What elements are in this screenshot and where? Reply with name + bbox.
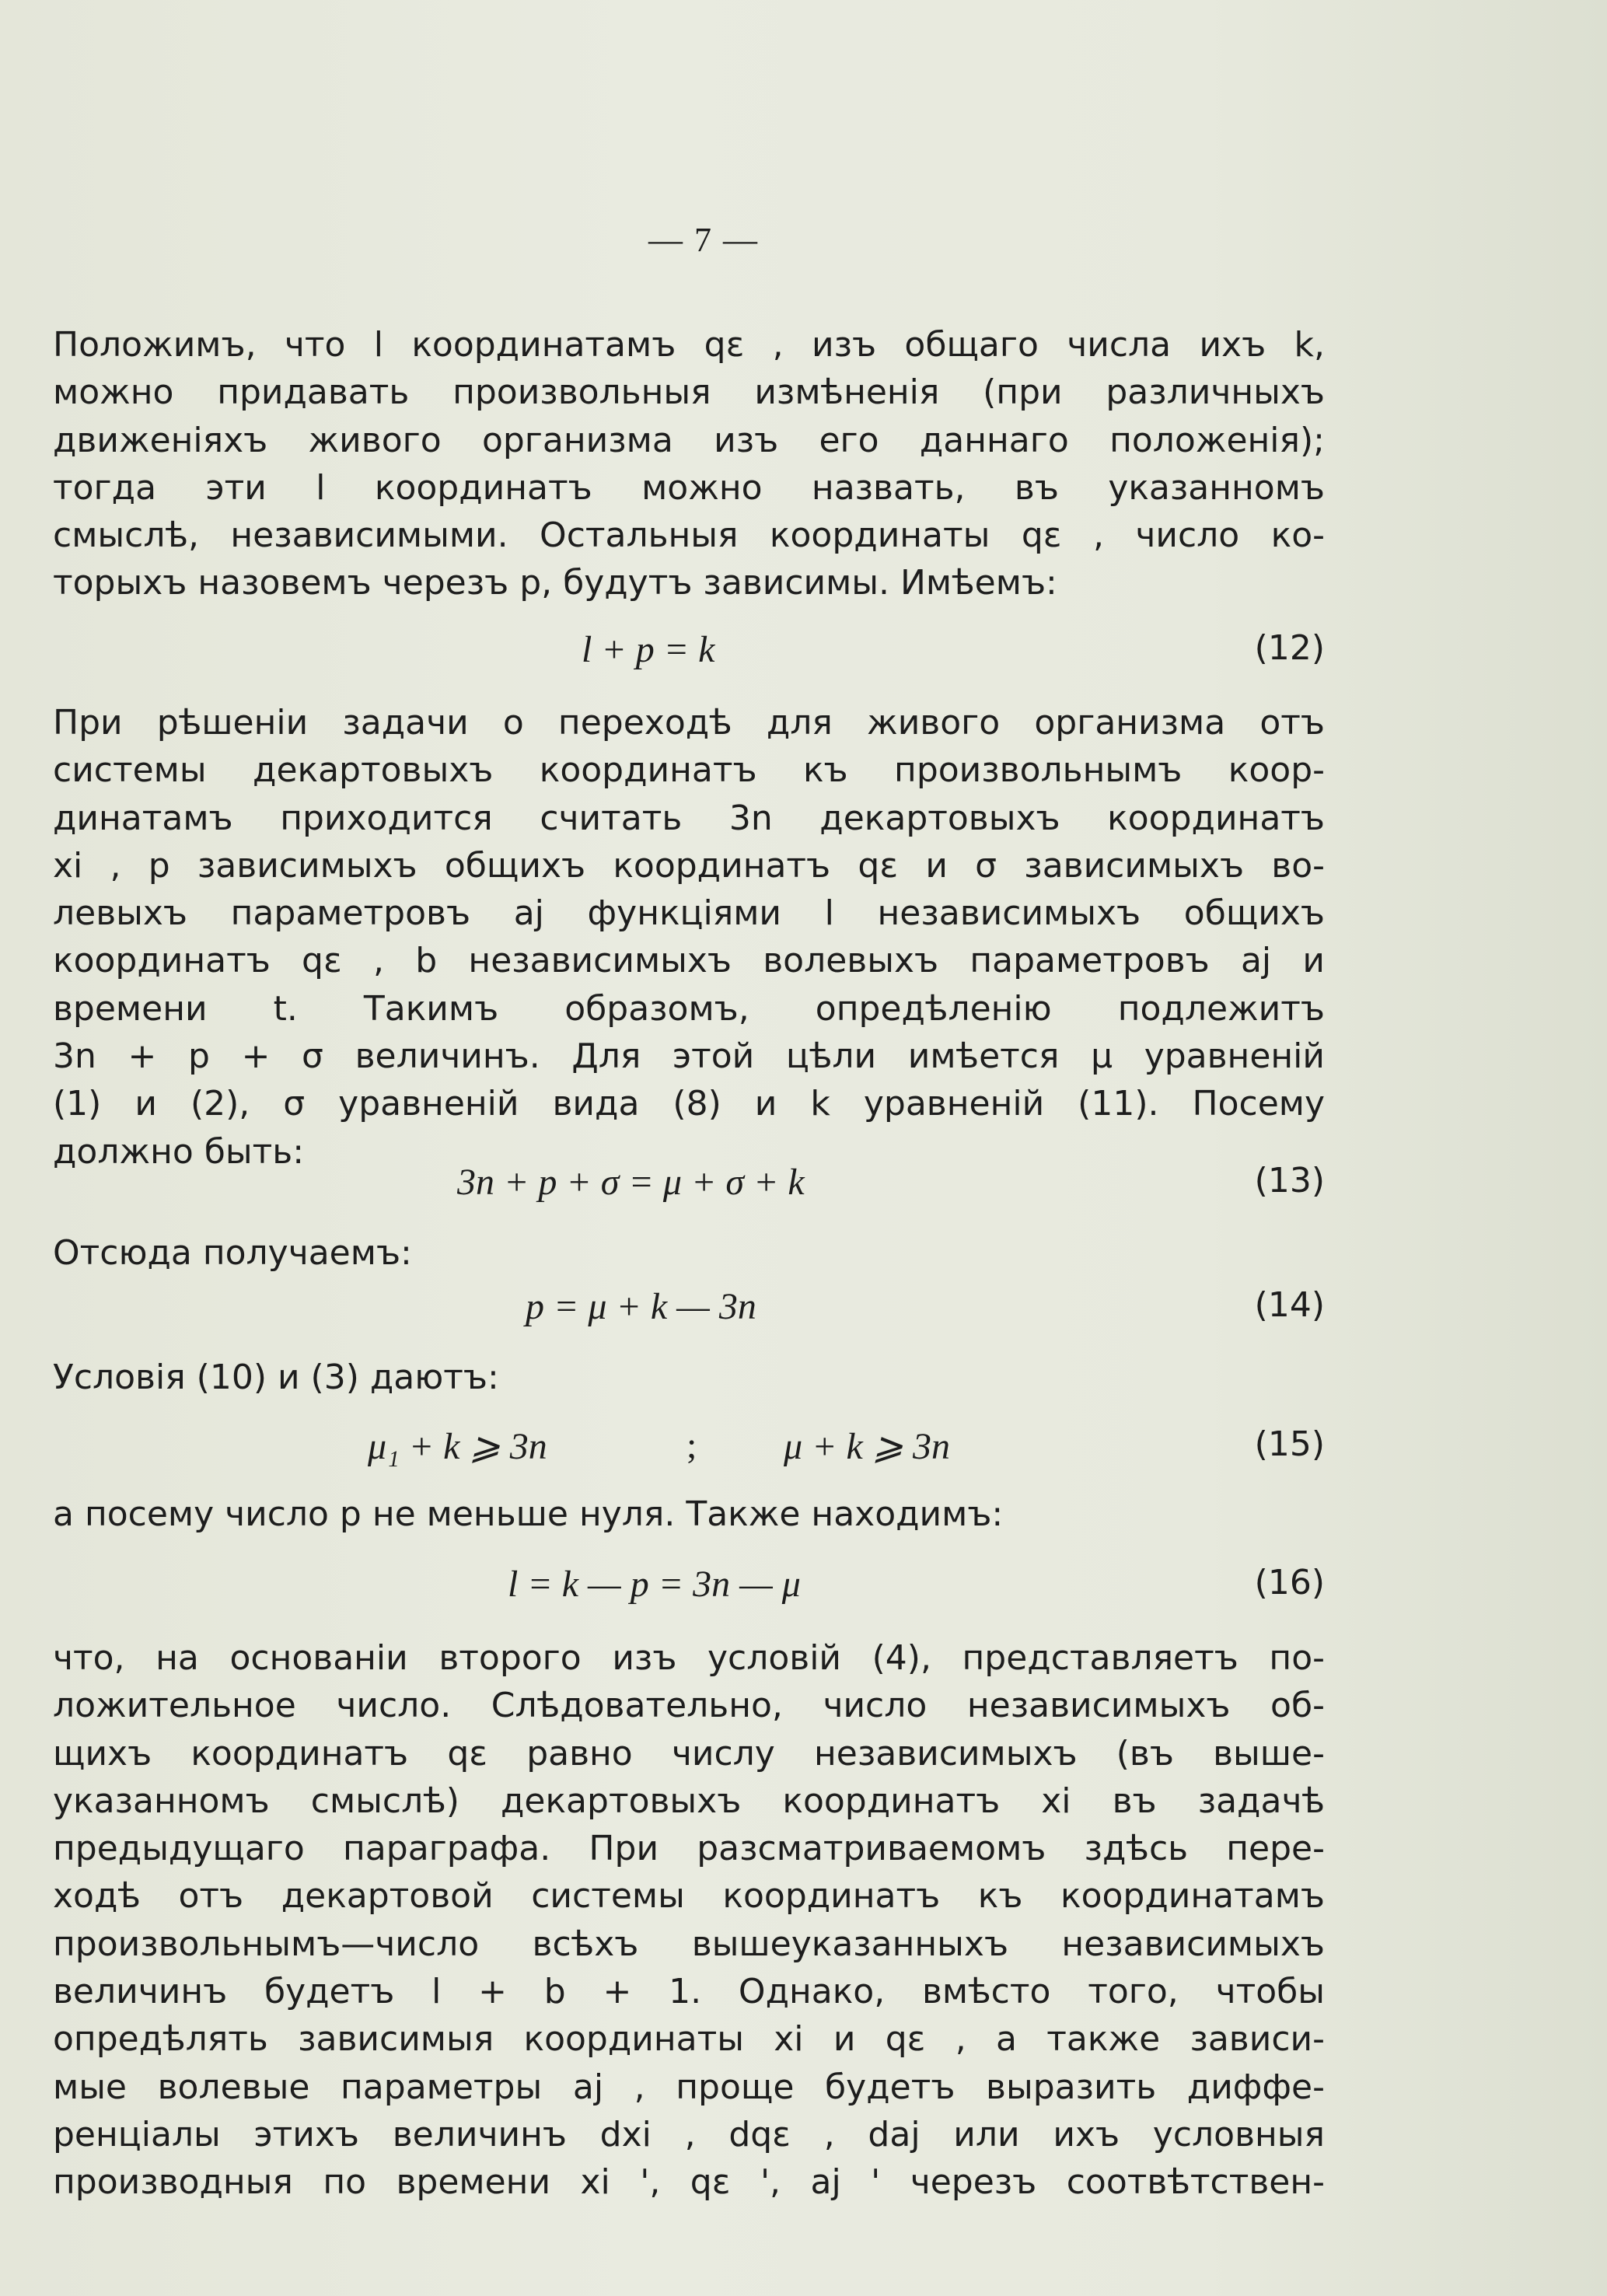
equation-number: (14) xyxy=(1254,1285,1325,1325)
text-line: произвольнымъ—число всѣхъ вышеуказанныхъ независимыхъ xyxy=(53,1924,1325,1964)
equation-number: (12) xyxy=(1254,628,1325,668)
text-line: движеніяхъ живого организма изъ его даннаго положенія); xyxy=(53,420,1325,460)
text-line: Условія (10) и (3) даютъ: xyxy=(53,1358,499,1397)
text-line: ложительное число. Слѣдовательно, число независимыхъ об- xyxy=(53,1686,1325,1726)
text-line: Положимъ, что l координатамъ qε , изъ общаго числа ихъ k, xyxy=(53,325,1325,365)
equation-number: (16) xyxy=(1254,1563,1325,1602)
text-line: xi , p зависимыхъ общихъ координатъ qε и σ зависимыхъ во- xyxy=(53,845,1325,886)
text-line: Отсюда получаемъ: xyxy=(53,1233,412,1273)
text-line: щихъ координатъ qε равно числу независимыхъ (въ выше- xyxy=(53,1733,1325,1774)
paragraph-1 xyxy=(53,321,1325,607)
text-line: координатъ qε , b независимыхъ волевыхъ параметровъ aj и xyxy=(53,941,1325,981)
text-line: ренціалы этихъ величинъ dxi , dqε , daj или ихъ условныя xyxy=(53,2114,1325,2154)
equation-formula: p = μ + k — 3n xyxy=(526,1286,756,1327)
text-line: мые волевые параметры aj , проще будетъ выразить диффе- xyxy=(53,2067,1325,2107)
text-line: предыдущаго параграфа. При разсматриваемомъ здѣсь пере- xyxy=(53,1829,1325,1869)
text-line: опредѣлять зависимыя координаты xi и qε , а также зависи- xyxy=(53,2019,1325,2060)
text-line: смыслѣ, независимыми. Остальныя координаты qε , число ко- xyxy=(53,515,1325,556)
text-line: указанномъ смыслѣ) декартовыхъ координатъ xi въ задачѣ xyxy=(53,1781,1325,1821)
equation-15 xyxy=(53,1424,1325,1471)
text-line: производныя по времени xi ', qε ', aj ' черезъ соотвѣтствен- xyxy=(53,2162,1325,2203)
paragraph-2 xyxy=(53,699,1325,1176)
text-line: системы декартовыхъ координатъ къ произвольнымъ коор- xyxy=(53,750,1325,791)
equation-formula-right: μ + k ⩾ 3n xyxy=(784,1426,951,1467)
text-line: торыхъ назовемъ черезъ p, будутъ зависимы. Имѣемъ: xyxy=(53,563,1057,603)
text-line: ходѣ отъ декартовой системы координатъ къ координатамъ xyxy=(53,1876,1325,1917)
equation-formula: l = k — p = 3n — μ xyxy=(508,1564,801,1605)
equation-12 xyxy=(53,628,1325,675)
text-line: (1) и (2), σ уравненій вида (8) и k уравненій (11). Посему xyxy=(53,1084,1325,1124)
text-line: тогда эти l координатъ можно назвать, въ указанномъ xyxy=(53,467,1325,508)
text-line: динатамъ приходится считать 3n декартовыхъ координатъ xyxy=(53,798,1325,838)
text-line: а посему число p не меньше нуля. Также находимъ: xyxy=(53,1494,1004,1534)
text-line: величинъ будетъ l + b + 1. Однако, вмѣсто того, чтобы xyxy=(53,1972,1325,2012)
equation-14 xyxy=(53,1285,1325,1332)
equation-formula: 3n + p + σ = μ + σ + k xyxy=(457,1162,805,1203)
equation-formula-left: μ₁ + k ⩾ 3n xyxy=(368,1426,547,1467)
equation-formula: l + p = k xyxy=(582,629,715,670)
equation-number: (15) xyxy=(1254,1424,1325,1464)
text-line: времени t. Такимъ образомъ, опредѣленію подлежитъ xyxy=(53,988,1325,1029)
paragraph-3 xyxy=(53,1634,1325,2207)
equation-16 xyxy=(53,1563,1325,1609)
text-line: 3n + p + σ величинъ. Для этой цѣли имѣется μ уравненій xyxy=(53,1036,1325,1077)
text-line: должно быть: xyxy=(53,1131,305,1172)
text-line: можно придавать произвольныя измѣненія (при различныхъ xyxy=(53,372,1325,413)
text-line: левыхъ параметровъ aj функціями l независимыхъ общихъ xyxy=(53,893,1325,934)
text-line: При рѣшеніи задачи о переходѣ для живого организма отъ xyxy=(53,703,1325,743)
equation-number: (13) xyxy=(1254,1161,1325,1200)
equation-13 xyxy=(53,1161,1325,1207)
page-number: — 7 — xyxy=(648,221,759,259)
text-line: что, на основаніи второго изъ условій (4), представляетъ по- xyxy=(53,1638,1325,1678)
equation-separator: ; xyxy=(686,1425,697,1466)
